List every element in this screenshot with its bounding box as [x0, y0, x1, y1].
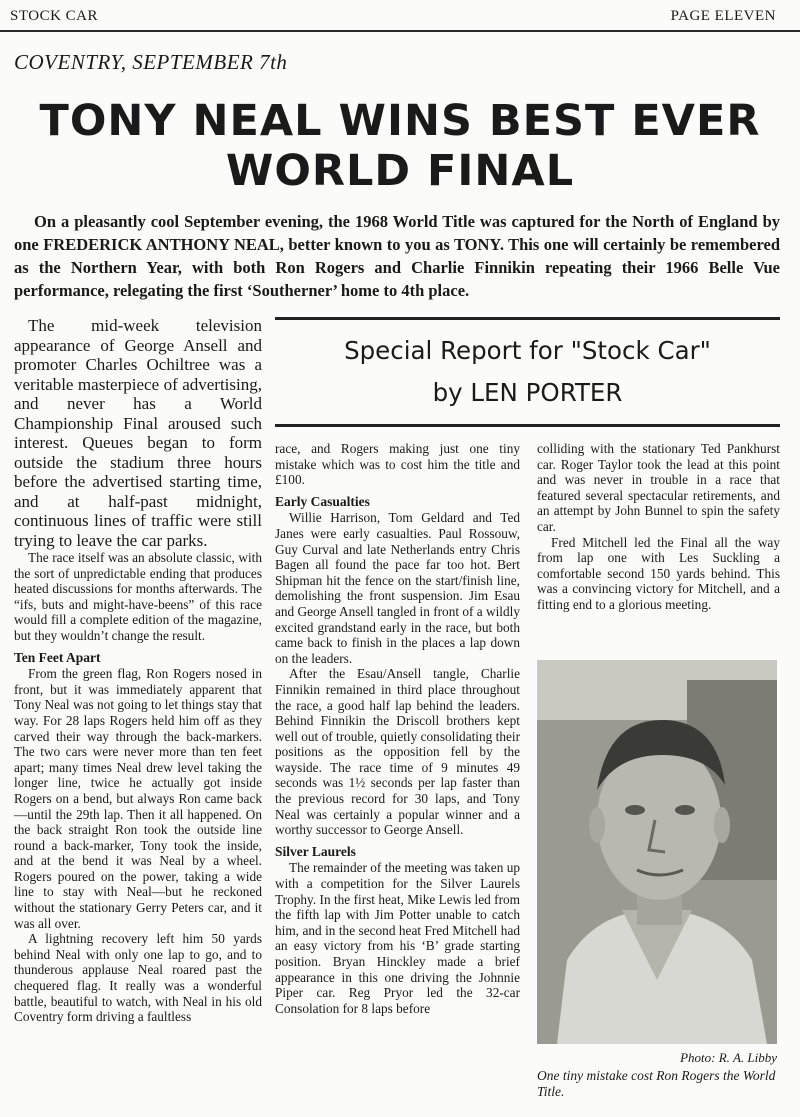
report-rule-top	[275, 317, 780, 320]
subheading-silver-laurels: Silver Laurels	[275, 843, 356, 859]
headline	[0, 96, 800, 196]
subheading-ten-feet-apart: Ten Feet Apart	[14, 649, 101, 665]
col1-paragraph-1: The mid-week television appearance of George Ansell and promoter Charles Ochiltree was a veritable masterpiece of advertising, and never has a World Championship Final aroused such interest. Queues began to form outside the stadium three hours before the advertised starting time, and at half-past midnight, continuous lines of traffic were still trying to leave the car parks.	[14, 316, 262, 550]
subheading-early-casualties: Early Casualties	[275, 493, 370, 509]
col2-paragraph-3: After the Esau/Ansell tangle, Charlie Finnikin remained in third place throughout the race, a good half lap behind the leaders. Behind Finnikin the Driscoll brothers kept well out of trouble, quietly consolidating their positions as the opposition fell by the wayside. The race time of 9 minutes 49 seconds was 1½ seconds per lap faster than the previous record for 30 laps, and Tony Neal was certainly a popular winner and a worthy successor to George Ansell.	[275, 666, 520, 838]
special-report-byline: by LEN PORTER	[432, 378, 623, 407]
photo-caption: One tiny mistake cost Ron Rogers the World Title.	[537, 1068, 776, 1099]
article-column-1	[14, 316, 262, 1025]
col3-paragraph-2: Fred Mitchell led the Final all the way from lap one with Les Suckling a comfortable second 150 yards behind. This was a convincing victory for Mitchell, and a fitting end to a glorious meeting.	[537, 534, 780, 612]
article-column-3	[537, 441, 780, 613]
driver-photo	[537, 660, 777, 1044]
headline-line-1: TONY NEAL WINS BEST EVER	[39, 96, 761, 146]
article-column-2	[275, 441, 520, 1016]
col2-paragraph-4: The remainder of the meeting was taken up with a competition for the Silver Laurels Trophy. In the first heat, Mike Lewis led from the fifth lap with Jim Potter unable to catch him, and in the second heat Fred Mitchell had an easy victory from his ‘B’ grade starting position. Bryan Hinckley made a brief appearance in this one driving the Johnnie Piper car. Reg Pryor led the 32-car Consolation for 8 laps before	[275, 860, 520, 1016]
dateline: COVENTRY, SEPTEMBER 7th	[14, 50, 288, 74]
page-number: PAGE ELEVEN	[670, 8, 776, 24]
running-header-left: STOCK CAR	[10, 8, 98, 24]
report-rule-bottom	[275, 424, 780, 427]
header-rule	[0, 30, 800, 32]
col1-paragraph-4: A lightning recovery left him 50 yards behind Neal with only one lap to go, and to thunderous applause Neal roared past the chequered flag. It really was a wonderful battle, beautiful to watch, with Neal in his old Coventry form driving a faultless	[14, 931, 262, 1025]
photo-credit: Photo: R. A. Libby	[680, 1050, 777, 1065]
col3-paragraph-1: colliding with the stationary Ted Pankhurst car. Roger Taylor took the lead at this point and was never in trouble in a race that featured several spectacular retirements, and an attempt by John Bunnel to spin the safety car.	[537, 441, 780, 534]
special-report-title: Special Report for "Stock Car"	[344, 336, 711, 365]
col1-paragraph-3: From the green flag, Ron Rogers nosed in front, but it was immediately apparent that Tony Neal was not going to let things stay that way. For 28 laps Rogers held him off as they carved their way through the back-markers. The two cars were never more than ten feet apart; many times Neal drew level taking the longer line, twice he actually got inside Rogers on a bend, but always Ron came back—until the 29th lap. Then it all happened. On the back straight Ron took the outside line round a back-marker, Tony took the inside, and at the bend it was Neal by a wheel. Rogers poured on the power, taking a wide line to stay with Neal—but he reckoned without the stationary Gerry Peters car, and it was all over.	[14, 666, 262, 931]
col1-paragraph-2: The race itself was an absolute classic, with the sort of unpredictable ending that produces heated discussions for months afterwards. The “ifs, buts and might-have-beens” of this race would fill a complete edition of the magazine, but they wouldn’t change the result.	[14, 550, 262, 643]
driver-portrait-image	[537, 660, 777, 1044]
lede-paragraph: On a pleasantly cool September evening, the 1968 World Title was captured for the North of England by one FREDERICK ANTHONY NEAL, better known to you as TONY. This one will certainly be remembered as the Northern Year, with both Ron Rogers and Charlie Finnikin repeating their 1966 Belle Vue performance, relegating the first ‘Southerner’ home to 4th place.	[14, 212, 780, 300]
headline-line-2: WORLD FINAL	[225, 146, 575, 196]
col2-paragraph-1: race, and Rogers making just one tiny mistake which was to cost him the title and £100.	[275, 441, 520, 488]
special-report-banner	[275, 330, 780, 414]
col2-paragraph-2: Willie Harrison, Tom Geldard and Ted Janes were early casualties. Paul Rossouw, Guy Curval and late Netherlands entry Chris Bagen all found the pace far too hot. Bert Shipman hit the fence on the start/finish line, demolishing the front suspension. Jim Esau and George Ansell tangled in front of a wildly excited grandstand early in the race, but both came back to finish in the places a lap down on the leaders.	[275, 510, 520, 666]
